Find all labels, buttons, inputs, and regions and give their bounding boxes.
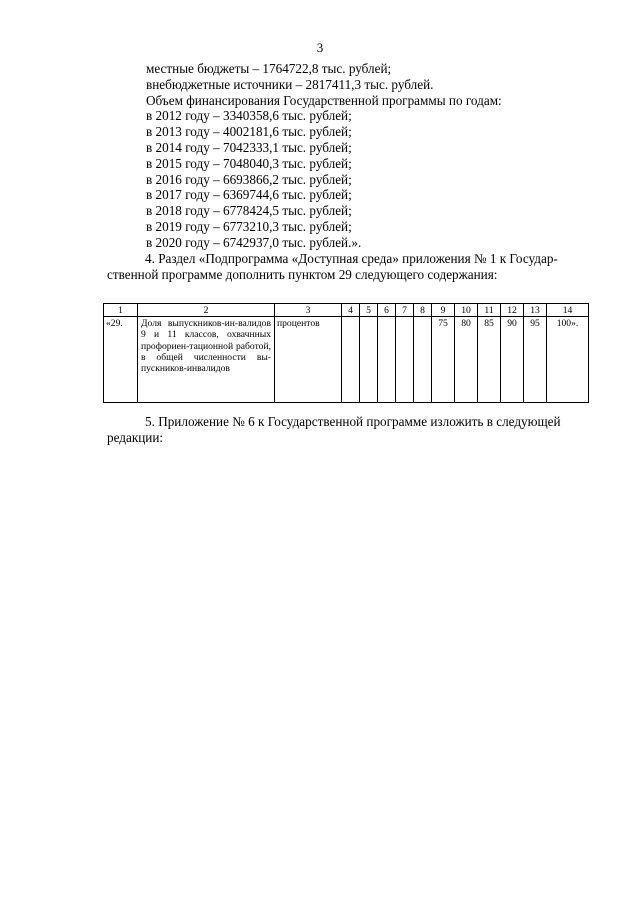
value-cell: 100». — [547, 317, 589, 403]
item-number-cell: «29. — [104, 317, 138, 403]
item-4-line-1: 4. Раздел «Подпрограмма «Доступная среда» приложения № 1 к Государ- — [145, 251, 558, 266]
header-cell: 8 — [414, 304, 432, 317]
header-cell: 7 — [396, 304, 414, 317]
financing-line: в 2019 году – 6773210,3 тыс. рублей; — [146, 218, 352, 234]
header-cell: 2 — [138, 304, 275, 317]
value-cell: 80 — [455, 317, 478, 403]
item-5-line-2: редакции: — [107, 430, 164, 445]
item-5-paragraph — [107, 414, 594, 446]
financing-line: в 2018 году – 6778424,5 тыс. рублей; — [146, 203, 352, 219]
header-cell: 12 — [501, 304, 524, 317]
item-4-line-2: ственной программе дополнить пунктом 29 следующего содержания: — [107, 267, 498, 282]
financing-line: местные бюджеты – 1764722,8 тыс. рублей; — [146, 61, 392, 76]
financing-line: в 2014 году – 7042333,1 тыс. рублей; — [146, 139, 352, 155]
header-cell: 13 — [524, 304, 547, 317]
value-cell — [342, 317, 360, 403]
value-cell: 95 — [524, 317, 547, 403]
value-cell — [396, 317, 414, 403]
value-cell: 90 — [501, 317, 524, 403]
value-cell: 75 — [432, 317, 455, 403]
value-cell — [378, 317, 396, 403]
page-number: 3 — [316, 40, 324, 55]
financing-line: Объем финансирования Государственной программы по годам: — [146, 92, 502, 108]
value-cell — [414, 317, 432, 403]
header-cell: 14 — [547, 304, 589, 317]
financing-line: в 2015 году – 7048040,3 тыс. рублей; — [146, 155, 352, 171]
financing-line: в 2017 году – 6369744,6 тыс. рублей; — [146, 187, 352, 203]
header-cell: 11 — [478, 304, 501, 317]
header-cell: 10 — [455, 304, 478, 317]
header-cell: 3 — [275, 304, 342, 317]
item-5-line-1: 5. Приложение № 6 к Государственной программе изложить в следующей — [145, 414, 561, 429]
financing-line: в 2020 году – 6742937,0 тыс. рублей.». — [146, 234, 362, 250]
header-cell: 5 — [360, 304, 378, 317]
indicator-description-cell: Доля выпускников-ин-валидов 9 и 11 классов, охвачнных профориен-тационной работой, в общей численности вы-пускников-инвалидов — [138, 317, 275, 403]
financing-line: в 2013 году – 4002181,6 тыс. рублей; — [146, 124, 352, 140]
value-cell: 85 — [478, 317, 501, 403]
header-cell: 9 — [432, 304, 455, 317]
header-cell: 1 — [104, 304, 138, 317]
table-header-row — [104, 304, 589, 317]
financing-line: в 2012 году – 3340358,6 тыс. рублей; — [146, 108, 352, 124]
item-4-paragraph — [107, 251, 594, 283]
financing-section — [146, 61, 502, 251]
table-row — [104, 317, 589, 403]
indicator-table — [103, 303, 589, 403]
unit-cell: процентов — [275, 317, 342, 403]
financing-line: внебюджетные источники – 2817411,3 тыс. рублей. — [146, 76, 434, 92]
financing-line: в 2016 году – 6693866,2 тыс. рублей; — [146, 171, 352, 187]
header-cell: 4 — [342, 304, 360, 317]
value-cell — [360, 317, 378, 403]
header-cell: 6 — [378, 304, 396, 317]
